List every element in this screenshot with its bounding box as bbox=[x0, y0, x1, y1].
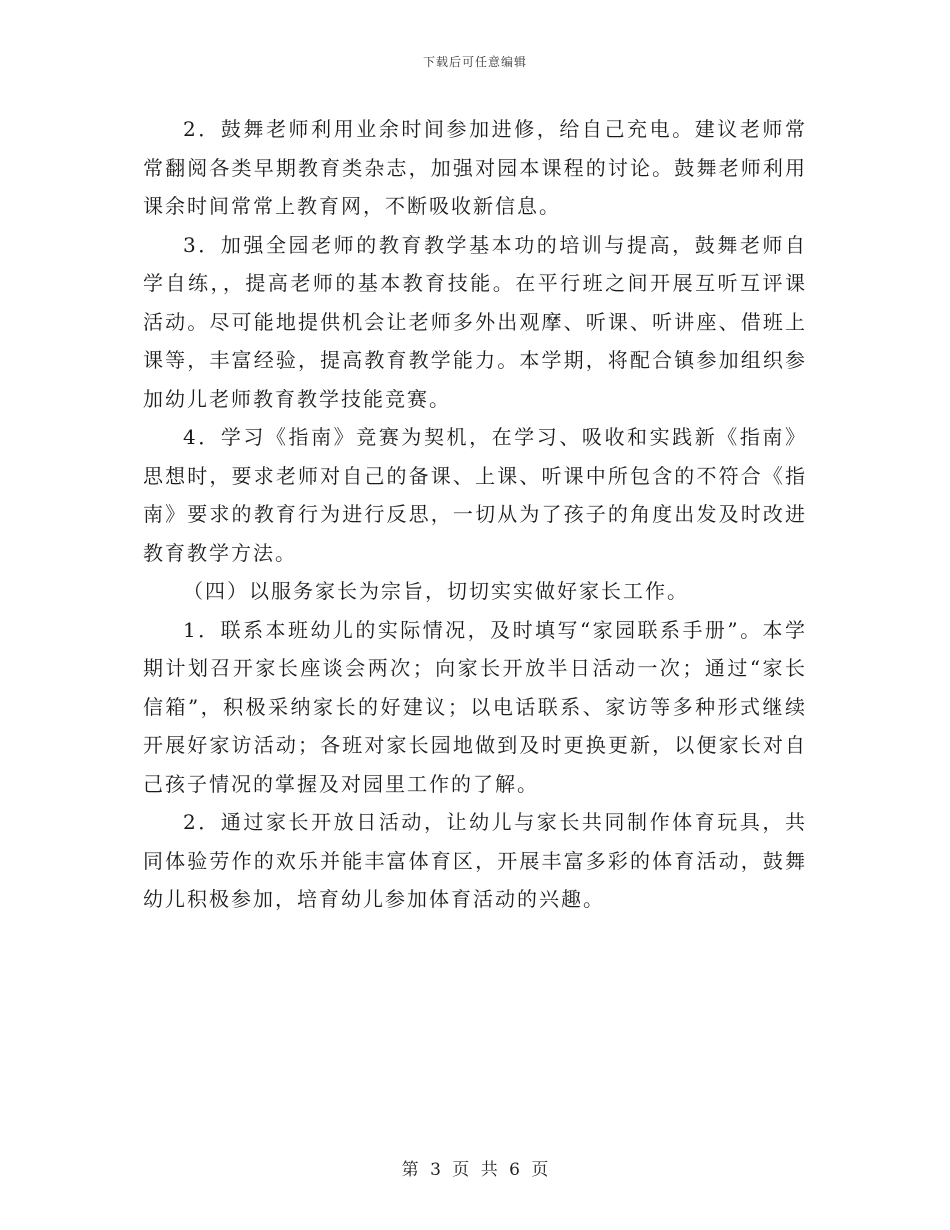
document-body bbox=[143, 110, 807, 919]
paragraph-teacher-self-study: 2．鼓舞老师利用业余时间参加进修，给自己充电。建议老师常常翻阅各类早期教育类杂志，加强对园本课程的讨论。鼓舞老师利用课余时间常常上教育网，不断吸收新信息。 bbox=[143, 117, 807, 218]
section-heading-parent-work: （四）以服务家长为宗旨，切切实实做好家长工作。 bbox=[183, 579, 689, 603]
page-number: 第 3 页 共 6 页 bbox=[401, 1160, 549, 1180]
paragraph-basic-skills-training: 3．加强全园老师的教育教学基本功的培训与提高，鼓舞老师自学自练，，提高老师的基本教育技能。在平行班之间开展互听互评课活动。尽可能地提供机会让老师多外出观摩、听课、听讲座、借班上课等，丰富经验，提高教育教学能力。本学期，将配合镇参加组织参加幼儿老师教育教学技能竞赛。 bbox=[143, 232, 807, 411]
paragraph-open-day-activities: 2．通过家长开放日活动，让幼儿与家长共同制作体育玩具，共同体验劳作的欢乐并能丰富体育区，开展丰富多彩的体育活动，鼓舞幼儿积极参加，培育幼儿参加体育活动的兴趣。 bbox=[143, 810, 807, 911]
paragraph-home-school-contact: 1．联系本班幼儿的实际情况，及时填写“家园联系手册”。本学期计划召开家长座谈会两次；向家长开放半日活动一次；通过“家长信箱”，积极采纳家长的好建议；以电话联系、家访等多种形式继续开展好家访活动；各班对家长园地做到及时更换更新，以便家长对自己孩子情况的掌握及对园里工作的了解。 bbox=[143, 617, 807, 796]
page-header-note: 下载后可任意编辑 bbox=[422, 55, 527, 69]
paragraph-guide-reflection: 4．学习《指南》竞赛为契机，在学习、吸收和实践新《指南》思想时，要求老师对自己的备课、上课、听课中所包含的不符合《指南》要求的教育行为进行反思，一切从为了孩子的角度出发及时改进教育教学方法。 bbox=[143, 425, 807, 565]
